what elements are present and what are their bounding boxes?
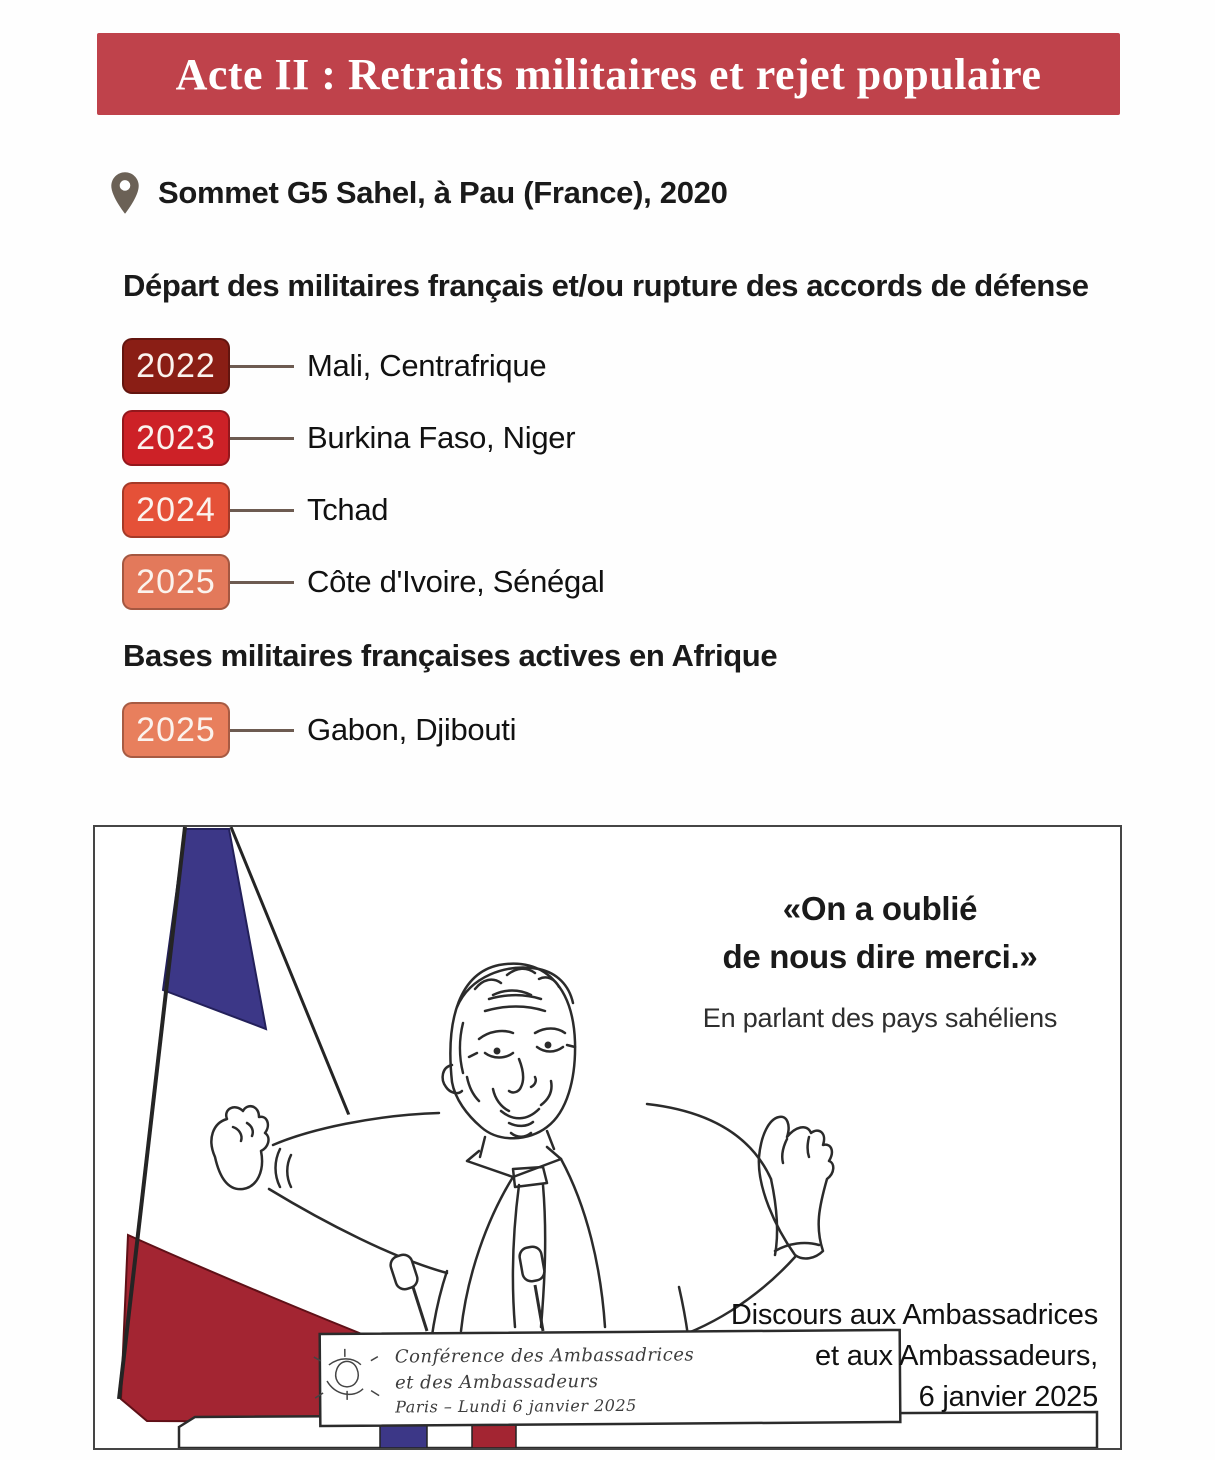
country-label: Gabon, Djibouti — [307, 712, 517, 747]
caption-block — [731, 1295, 1098, 1419]
connector-line — [230, 509, 294, 512]
location-pin-icon — [108, 170, 142, 216]
quote-line-2: de nous dire merci.» — [722, 937, 1038, 975]
sign-line-3: Paris – Lundi 6 janvier 2025 — [395, 1395, 637, 1417]
quote-block — [655, 885, 1105, 1034]
heading-bases: Bases militaires françaises actives en Afrique — [123, 638, 778, 673]
year-badge: 2023 — [122, 410, 230, 466]
quote-line-1: «On a oublié — [782, 890, 978, 927]
connector-line — [230, 581, 294, 584]
sign-line-1: Conférence des Ambassadrices — [394, 1344, 695, 1368]
timeline-row-bases-2025 — [122, 702, 516, 758]
heading-departures: Départ des militaires français et/ou rupture des accords de défense — [123, 268, 1089, 303]
quote-context: En parlant des pays sahéliens — [702, 1002, 1058, 1033]
country-label: Côte d'Ivoire, Sénégal — [307, 564, 605, 599]
location-label: Sommet G5 Sahel, à Pau (France), 2020 — [158, 175, 728, 210]
country-label: Tchad — [307, 492, 389, 527]
country-label: Mali, Centrafrique — [307, 348, 547, 383]
caption-line-3: 6 janvier 2025 — [918, 1381, 1098, 1414]
caption-line-2: et aux Ambassadeurs, — [815, 1340, 1098, 1373]
timeline-row-2023 — [122, 410, 575, 466]
caption-line-1: Discours aux Ambassadrices — [730, 1299, 1098, 1331]
year-badge: 2022 — [122, 338, 230, 394]
connector-line — [230, 437, 294, 440]
timeline-row-2022 — [122, 338, 546, 394]
timeline-row-2025 — [122, 554, 604, 610]
year-badge: 2025 — [122, 554, 230, 610]
timeline-row-2024 — [122, 482, 388, 538]
year-badge: 2024 — [122, 482, 230, 538]
page-title: Acte II : Retraits militaires et rejet populaire — [175, 49, 1042, 99]
connector-line — [230, 729, 294, 732]
location-row — [108, 170, 728, 216]
title-banner — [97, 33, 1120, 115]
connector-line — [230, 365, 294, 368]
year-badge: 2025 — [122, 702, 230, 758]
country-label: Burkina Faso, Niger — [307, 420, 576, 455]
macron-illustration-frame — [93, 825, 1122, 1450]
sign-line-2: et des Ambassadeurs — [394, 1371, 599, 1394]
